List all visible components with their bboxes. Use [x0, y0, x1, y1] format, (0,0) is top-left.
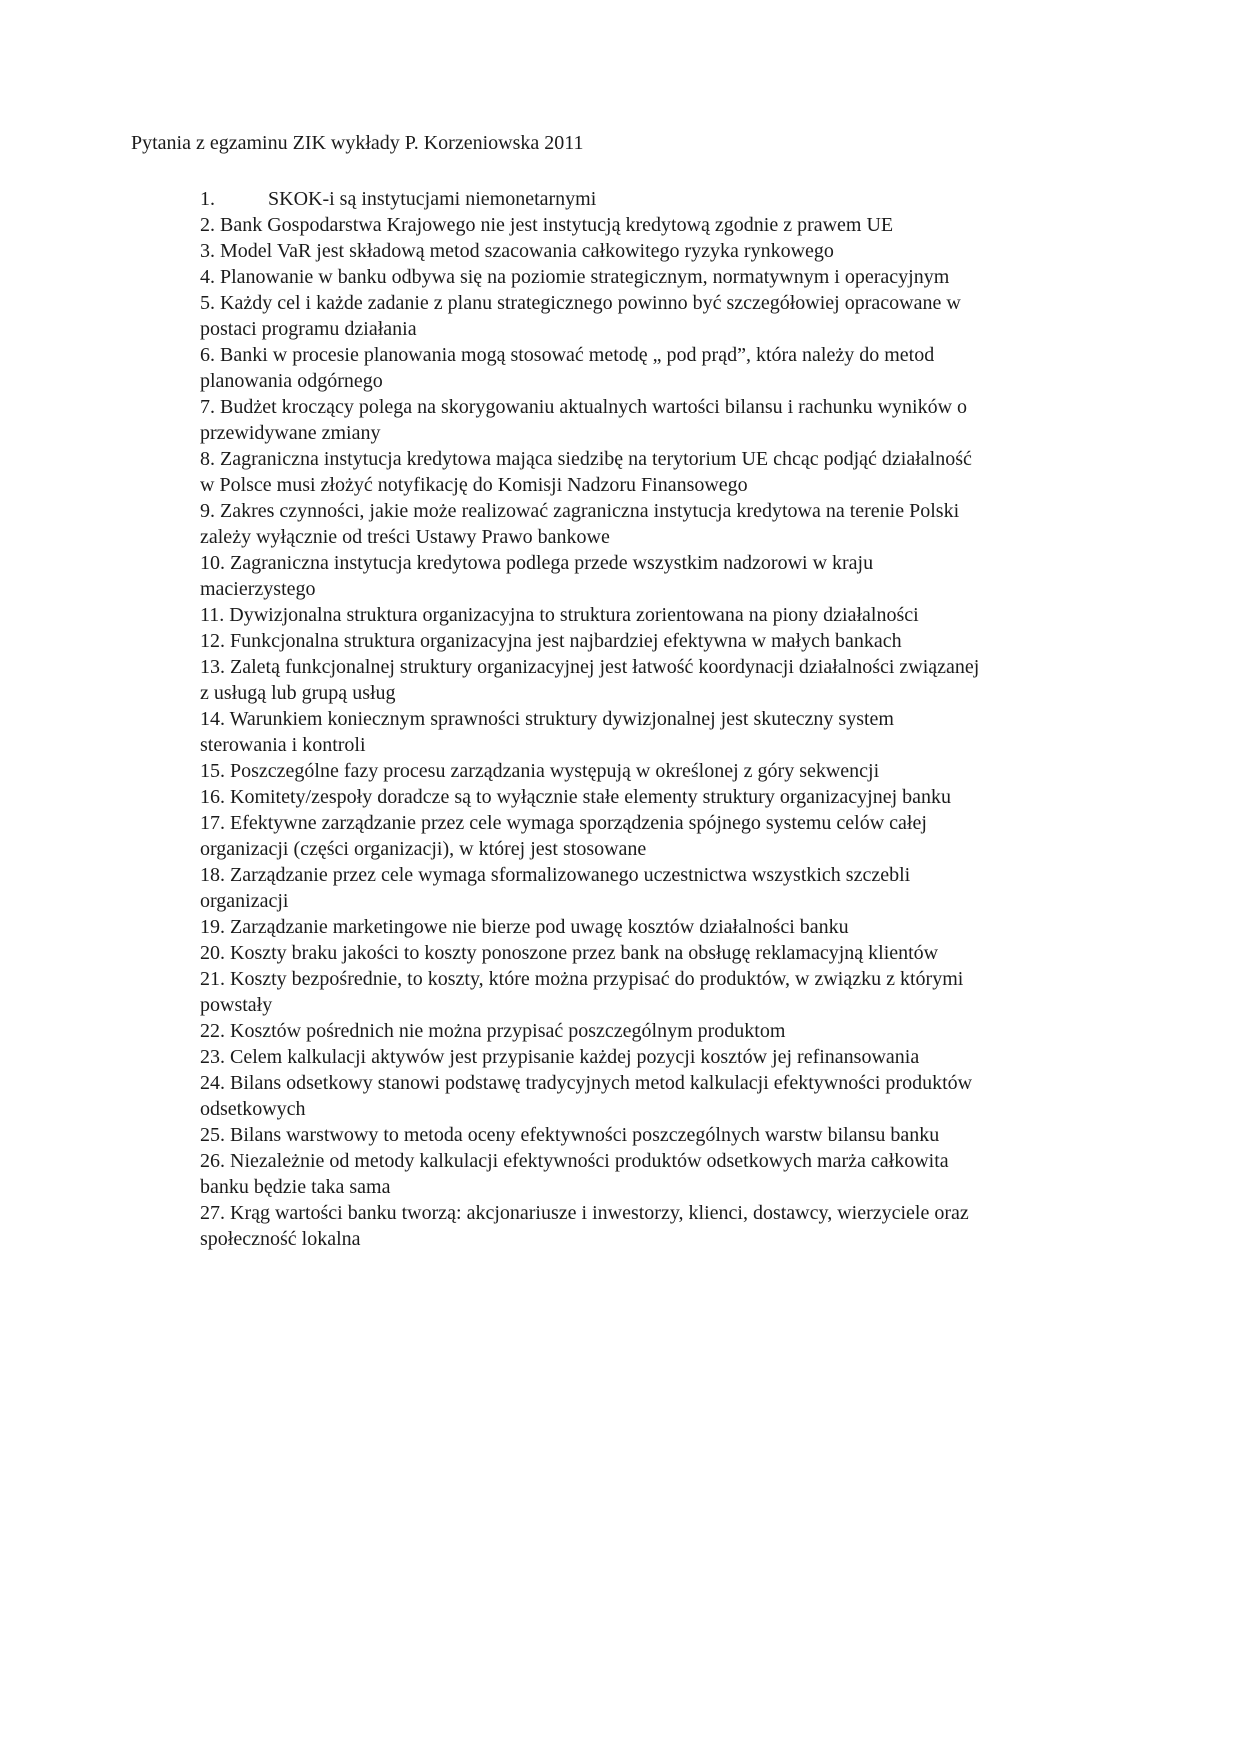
- item-number: 26.: [200, 1150, 225, 1172]
- list-item: [200, 914, 980, 940]
- item-number: 23.: [200, 1046, 225, 1068]
- list-item: [200, 1200, 980, 1252]
- item-text: Krąg wartości banku tworzą: akcjonariusze i inwestorzy, klienci, dostawcy, wierzyciele oraz społeczność lokalna: [200, 1202, 969, 1250]
- list-item: [200, 1148, 980, 1200]
- item-number: 20.: [200, 942, 225, 964]
- item-text: Bilans odsetkowy stanowi podstawę tradycyjnych metod kalkulacji efektywności produktów odsetkowych: [200, 1072, 973, 1120]
- list-item: [200, 862, 980, 914]
- list-item: [200, 654, 980, 706]
- list-item: [200, 1070, 980, 1122]
- list-item: [200, 186, 980, 212]
- item-number: 18.: [200, 864, 225, 886]
- item-number: 2.: [200, 214, 215, 236]
- list-item: [200, 498, 980, 550]
- list-item: [200, 966, 980, 1018]
- item-number: 3.: [200, 240, 215, 262]
- list-item: [200, 810, 980, 862]
- item-number: 11.: [200, 604, 225, 626]
- item-number: 4.: [200, 266, 215, 288]
- item-text: Banki w procesie planowania mogą stosować metodę „ pod prąd”, która należy do metod planowania odgórnego: [200, 344, 935, 392]
- item-text: Budżet kroczący polega na skorygowaniu aktualnych wartości bilansu i rachunku wyników o przewidywane zmiany: [200, 396, 968, 444]
- list-item: [200, 758, 980, 784]
- list-item: [200, 446, 980, 498]
- item-text: Funkcjonalna struktura organizacyjna jest najbardziej efektywna w małych bankach: [230, 630, 902, 652]
- list-item: [200, 706, 980, 758]
- item-text: Model VaR jest składową metod szacowania całkowitego ryzyka rynkowego: [220, 240, 834, 262]
- list-item: [200, 212, 980, 238]
- item-text: SKOK-i są instytucjami niemonetarnymi: [268, 188, 597, 210]
- item-number: 9.: [200, 500, 215, 522]
- item-number: 19.: [200, 916, 225, 938]
- item-number: 10.: [200, 552, 225, 574]
- item-text: Niezależnie od metody kalkulacji efektywności produktów odsetkowych marża całkowita banku będzie taka sama: [200, 1150, 949, 1198]
- item-number: 14.: [200, 708, 225, 730]
- item-number: 15.: [200, 760, 225, 782]
- item-number: 7.: [200, 396, 215, 418]
- item-number: 8.: [200, 448, 215, 470]
- list-item: [200, 1018, 980, 1044]
- item-number: 24.: [200, 1072, 225, 1094]
- item-number: 27.: [200, 1202, 225, 1224]
- list-item: [200, 1122, 980, 1148]
- list-item: [200, 784, 980, 810]
- list-item: [200, 290, 980, 342]
- list-item: [200, 238, 980, 264]
- item-text: Celem kalkulacji aktywów jest przypisanie każdej pozycji kosztów jej refinansowania: [230, 1046, 920, 1068]
- item-text: Koszty bezpośrednie, to koszty, które można przypisać do produktów, w związku z którymi powstały: [200, 968, 964, 1016]
- list-item: [200, 264, 980, 290]
- item-text: Bilans warstwowy to metoda oceny efektywności poszczególnych warstw bilansu banku: [230, 1124, 940, 1146]
- item-text: Kosztów pośrednich nie można przypisać poszczególnym produktom: [230, 1020, 786, 1042]
- item-number: 22.: [200, 1020, 225, 1042]
- item-text: Koszty braku jakości to koszty ponoszone przez bank na obsługę reklamacyjną klientów: [230, 942, 939, 964]
- list-item: [200, 550, 980, 602]
- page-title: Pytania z egzaminu ZIK wykłady P. Korzeniowska 2011: [131, 132, 584, 154]
- list-item: [200, 342, 980, 394]
- item-number: 13.: [200, 656, 225, 678]
- item-text: Zarządzanie marketingowe nie bierze pod uwagę kosztów działalności banku: [230, 916, 849, 938]
- item-number: 25.: [200, 1124, 225, 1146]
- item-number: 21.: [200, 968, 225, 990]
- list-item: [200, 940, 980, 966]
- item-text: Zagraniczna instytucja kredytowa mająca siedzibę na terytorium UE chcąc podjąć działalność w Polsce musi złożyć notyfikację do Komisji Nadzoru Finansowego: [200, 448, 972, 496]
- item-text: Komitety/zespoły doradcze są to wyłącznie stałe elementy struktury organizacyjnej banku: [230, 786, 952, 808]
- item-text: Warunkiem koniecznym sprawności struktury dywizjonalnej jest skuteczny system sterowania i kontroli: [200, 708, 894, 756]
- list-item: [200, 394, 980, 446]
- item-number: 16.: [200, 786, 225, 808]
- item-text: Planowanie w banku odbywa się na poziomie strategicznym, normatywnym i operacyjnym: [220, 266, 950, 288]
- item-text: Zaletą funkcjonalnej struktury organizacyjnej jest łatwość koordynacji działalności związanej z usługą lub grupą usług: [200, 656, 980, 704]
- item-number: 17.: [200, 812, 225, 834]
- item-text: Poszczególne fazy procesu zarządzania występują w określonej z góry sekwencji: [230, 760, 880, 782]
- list-item: [200, 628, 980, 654]
- item-text: Dywizjonalna struktura organizacyjna to struktura zorientowana na piony działalności: [229, 604, 919, 626]
- item-text: Zarządzanie przez cele wymaga sformalizowanego uczestnictwa wszystkich szczebli organizacji: [200, 864, 911, 912]
- item-number: 12.: [200, 630, 225, 652]
- item-number: 1.: [200, 188, 215, 210]
- item-text: Zagraniczna instytucja kredytowa podlega przede wszystkim nadzorowi w kraju macierzystego: [200, 552, 874, 600]
- item-text: Efektywne zarządzanie przez cele wymaga sporządzenia spójnego systemu celów całej organizacji (części organizacji), w której jest stosowane: [200, 812, 927, 860]
- item-text: Każdy cel i każde zadanie z planu strategicznego powinno być szczegółowiej opracowane w postaci programu działania: [200, 292, 961, 340]
- question-list: [200, 186, 980, 1252]
- list-item: [200, 1044, 980, 1070]
- item-text: Zakres czynności, jakie może realizować zagraniczna instytucja kredytowa na terenie Polski zależy wyłącznie od treści Ustawy Prawo bankowe: [200, 500, 960, 548]
- list-item: [200, 602, 980, 628]
- item-number: 6.: [200, 344, 215, 366]
- item-text: Bank Gospodarstwa Krajowego nie jest instytucją kredytową zgodnie z prawem UE: [220, 214, 894, 236]
- item-number: 5.: [200, 292, 215, 314]
